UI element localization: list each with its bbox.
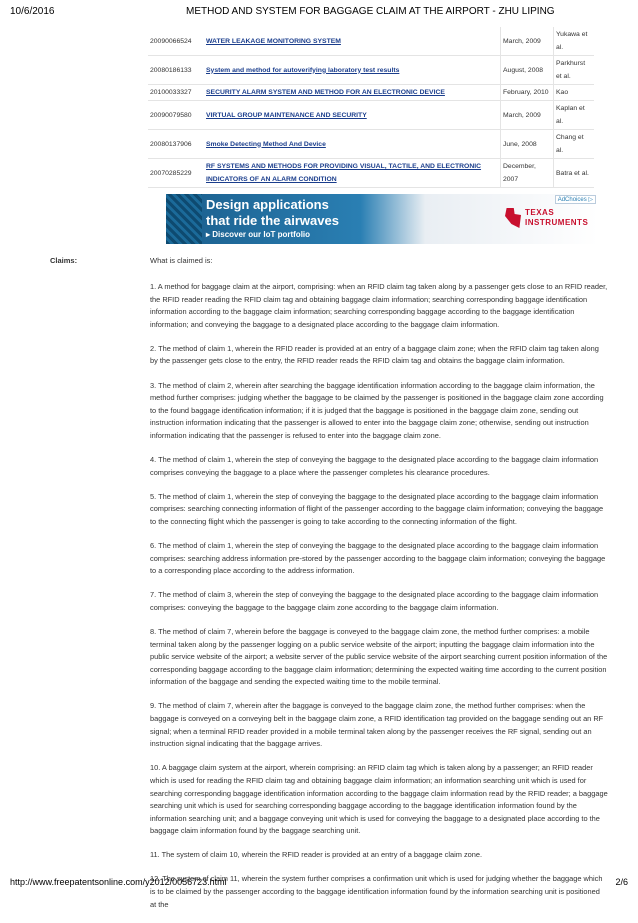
- ad-brand-line2: INSTRUMENTS: [525, 218, 589, 227]
- cited-patents-table: [148, 27, 594, 188]
- claims-intro: What is claimed is:: [150, 256, 213, 265]
- patent-number: 20100033327: [148, 85, 204, 101]
- claim-item: 4. The method of claim 1, wherein the step of conveying the baggage to the designated place according to the baggage claim information comprises conveying the baggage to a place where the passenger completes his clearance procedures.: [150, 455, 599, 477]
- patent-author: Parkhurst et al.: [554, 56, 595, 85]
- patent-author: Kaplan et al.: [554, 101, 595, 130]
- patent-title-link[interactable]: System and method for autoverifying laboratory test results: [206, 66, 400, 74]
- patent-date: March, 2009: [501, 101, 554, 130]
- ad-headline-line2: that ride the airwaves: [206, 213, 339, 228]
- ad-cta[interactable]: ▸ Discover our IoT portfolio: [206, 230, 311, 239]
- table-row: [148, 56, 594, 85]
- claim-item: 1. A method for baggage claim at the airport, comprising: when an RFID claim tag taken along by a passenger gets close to an RFID reader, the RFID reader reading the RFID claim tag and obtaining baggage claim information; searching corresponding baggage identification information according to the baggage claim information; searching corresponding baggage according to the baggage identification information; and conveying the baggage to a designated place according to the baggage claim information.: [150, 282, 608, 329]
- patent-title-link[interactable]: WATER LEAKAGE MONITORING SYSTEM: [206, 37, 341, 45]
- claim-item: 9. The method of claim 7, wherein after the baggage is conveyed to the baggage claim zone, the method further comprises: when the baggage is conveyed on a conveying belt in the baggage claim zone, a RFID identification tag provided on the baggage sending out an RF signal; when a terminal RFID reader provided in a mobile terminal taken along by the passenger receives the RF signal, sending out an instruction signal indicating that the baggage arrives.: [150, 701, 604, 749]
- page-title: METHOD AND SYSTEM FOR BAGGAGE CLAIM AT THE AIRPORT - ZHU LIPING: [186, 6, 555, 17]
- patent-number: 20090079580: [148, 101, 204, 130]
- table-row: [148, 27, 594, 56]
- patent-title-link[interactable]: RF SYSTEMS AND METHODS FOR PROVIDING VISUAL, TACTILE, AND ELECTRONIC INDICATORS OF AN ALARM CONDITION: [206, 163, 482, 183]
- patent-number: 20080186133: [148, 56, 204, 85]
- claim-item: 7. The method of claim 3, wherein the step of conveying the baggage to the designated place according to the baggage claim information comprises: conveying the baggage to the baggage claim zone according to the baggage claim information.: [150, 590, 599, 612]
- ad-pattern-graphic: [166, 194, 202, 244]
- patent-title-link[interactable]: SECURITY ALARM SYSTEM AND METHOD FOR AN ELECTRONIC DEVICE: [206, 89, 445, 96]
- claims-label: Claims:: [50, 256, 78, 265]
- ad-choices-link[interactable]: AdChoices ▷: [555, 195, 596, 204]
- advertisement-banner[interactable]: [166, 194, 598, 244]
- page-url: http://www.freepatentsonline.com/y2012/0056723.html: [10, 877, 227, 887]
- claim-item: 8. The method of claim 7, wherein before the baggage is conveyed to the baggage claim zone, the method further comprises: a mobile terminal taken along by the passenger logging on a public service website of the airport; inputting the baggage claim information into the public service website of the airport; a website server of the public service website of the airport searching current position information of the corresponding baggage according to the baggage claim information; determining the expected waiting time according to the current position information of the baggage and sending the expected waiting time to the mobile terminal.: [150, 626, 608, 687]
- ad-brand-line1: TEXAS: [525, 208, 555, 217]
- patent-title-link[interactable]: VIRTUAL GROUP MAINTENANCE AND SECURITY: [206, 111, 367, 119]
- patent-title-link[interactable]: Smoke Detecting Method And Device: [206, 140, 326, 148]
- patent-author: Batra et al.: [554, 159, 595, 188]
- ad-headline-line1: Design applications: [206, 197, 329, 212]
- claim-item: 11. The system of claim 10, wherein the RFID reader is provided at an entry of a baggage claim zone.: [150, 850, 483, 860]
- patent-number: 20090066524: [148, 27, 204, 56]
- patent-author: Yukawa et al.: [554, 27, 595, 56]
- claim-item: 6. The method of claim 1, wherein the step of conveying the baggage to the designated place according to the baggage claim information comprises: searching address information pre-stored by the passenger according to the baggage claim information; conveying the baggage to a corresponding place according to the address information.: [150, 541, 606, 576]
- patent-date: February, 2010: [501, 85, 554, 101]
- claim-item: 12. The system of claim 11, wherein the system further comprises a confirmation unit which is used for judging whether the baggage which is to be claimed by the passenger according to the baggage identification information found by the information searching unit is positioned at the: [150, 874, 603, 909]
- claims-list: [150, 281, 608, 923]
- patent-date: December, 2007: [501, 159, 554, 188]
- patent-number: 20070285229: [148, 159, 204, 188]
- table-row: [148, 85, 594, 101]
- table-row: [148, 130, 594, 159]
- table-row: [148, 101, 594, 130]
- claim-item: 5. The method of claim 1, wherein the step of conveying the baggage to the designated place according to the baggage claim information comprises: searching connecting information of flight of the passenger according to the baggage claim information; conveying the baggage to the connecting flight which the passenger is going to take according to the connecting information of the flight.: [150, 491, 604, 526]
- page-number: 2/6: [615, 877, 628, 887]
- ti-logo-icon: [505, 208, 521, 228]
- patent-number: 20080137906: [148, 130, 204, 159]
- print-date: 10/6/2016: [10, 6, 55, 17]
- table-row: [148, 159, 594, 188]
- claim-item: 3. The method of claim 2, wherein after searching the baggage identification information according to the baggage claim information, the method further comprises: judging whether the baggage to be claimed by the passenger is positioned in the baggage claim zone according to the found baggage identification information; if it is judged that the baggage is positioned in the baggage claim zone, sending out instruction information indicating that the passenger is allowed to enter into the baggage claim zone; otherwise, sending out instruction information indicating that the passenger is refused to enter into the baggage claim zone.: [150, 380, 604, 440]
- patent-date: June, 2008: [501, 130, 554, 159]
- patent-date: March, 2009: [501, 27, 554, 56]
- claim-item: 10. A baggage claim system at the airport, wherein comprising: an RFID claim tag which is taken along by a passenger; an RFID reader which is used for reading the RFID claim tag and obtaining baggage claim information; an information searching unit which is used for searching corresponding baggage identification information according to the baggage claim information read by the RFID reader; a baggage searching unit which is used for searching corresponding baggage according to the baggage identification information found by the information searching unit; and a baggage conveying unit which is used for conveying the baggage to a designated place according to the baggage claim information found by the baggage searching unit.: [150, 763, 608, 836]
- patent-date: August, 2008: [501, 56, 554, 85]
- patent-author: Kao: [554, 85, 595, 101]
- patent-author: Chang et al.: [554, 130, 595, 159]
- claim-item: 2. The method of claim 1, wherein the RFID reader is provided at an entry of a baggage claim zone; when the RFID claim tag taken along by the passenger gets close to the entry, the RFID reader reads the RFID claim tag and obtains the baggage claim information.: [150, 343, 599, 366]
